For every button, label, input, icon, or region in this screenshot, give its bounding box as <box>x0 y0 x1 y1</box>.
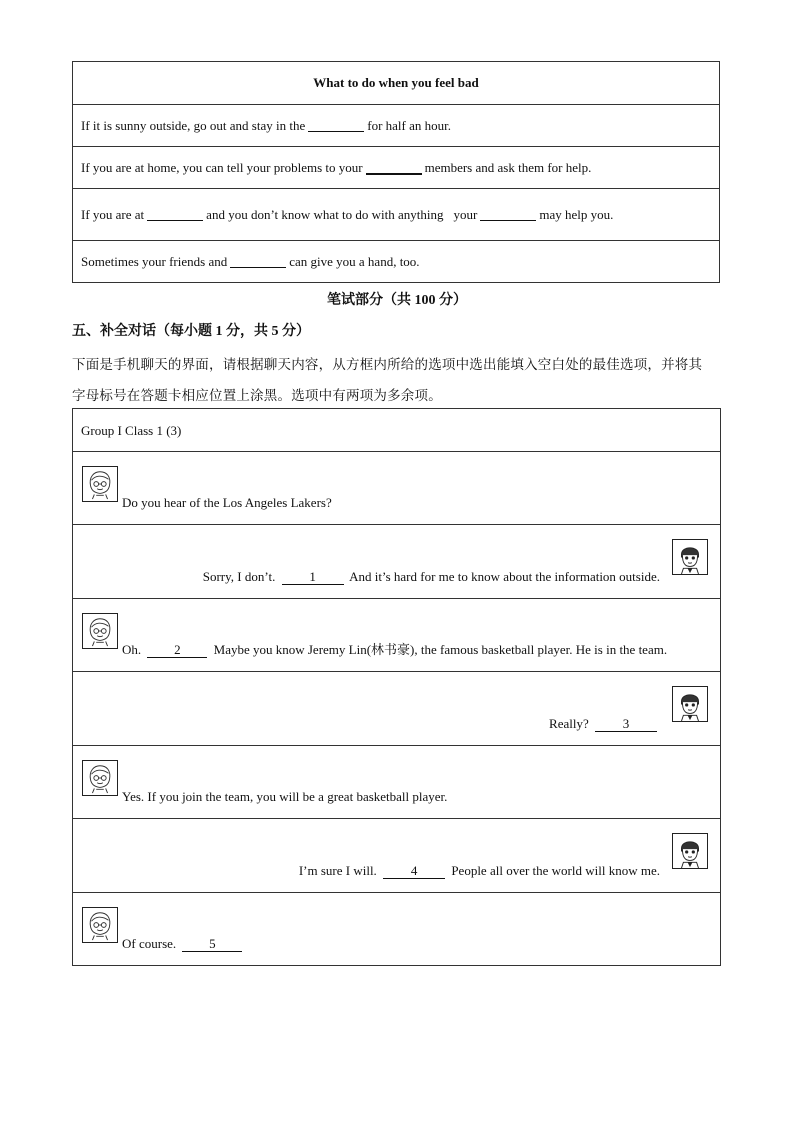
table-title <box>73 62 719 104</box>
table-row <box>73 188 719 240</box>
table-row <box>73 104 719 146</box>
message-text <box>203 569 660 585</box>
message-text: Yes. If you join the team, you will be a great basketball player. <box>122 789 448 804</box>
girl-avatar-icon <box>82 466 118 502</box>
answer-blank[interactable] <box>308 119 364 132</box>
message-text <box>122 936 245 952</box>
row-text: for half an hour. <box>367 117 451 133</box>
group-name: Group I Class 1 (3) <box>81 423 182 438</box>
message-part: Oh. <box>122 642 142 657</box>
section-title: 笔试部分（共 100 分） <box>327 293 467 308</box>
answer-blank[interactable] <box>366 161 422 175</box>
message-text <box>549 716 660 732</box>
chat-message <box>73 745 720 818</box>
chat-message <box>73 892 720 965</box>
answer-blank[interactable]: 1 <box>282 570 344 585</box>
question-heading: 五、补全对话（每小题 1 分，共 5 分） <box>72 324 310 339</box>
message-text <box>122 639 667 658</box>
message-part: Maybe you know Jeremy Lin(林书豪), the famous basketball player. He is in the team. <box>213 642 668 657</box>
message-part: And it’s hard for me to know about the information outside. <box>349 569 660 584</box>
girl-avatar-icon <box>82 907 118 943</box>
row-text: Sometimes your friends and <box>81 253 228 269</box>
chat-window <box>72 408 721 966</box>
chat-message <box>73 451 720 524</box>
girl-avatar-icon <box>82 613 118 649</box>
table-title-text: What to do when you feel bad <box>313 75 479 90</box>
instruction-line: 下面是手机聊天的界面，请根据聊天内容，从方框内所给的选项中选出能填入空白处的最佳选项，并将其 <box>72 357 703 372</box>
chat-message <box>73 671 720 745</box>
instruction-line: 字母标号在答题卡相应位置上涂黑。选项中有两项为多余项。 <box>72 388 442 403</box>
answer-blank[interactable] <box>480 208 536 221</box>
chat-message <box>73 598 720 671</box>
row-text: can give you a hand, too. <box>289 253 420 269</box>
message-text: Do you hear of the Los Angeles Lakers? <box>122 495 332 510</box>
row-text: If you are at <box>81 206 145 222</box>
answer-blank[interactable]: 2 <box>147 643 207 658</box>
chat-message <box>73 818 720 892</box>
boy-avatar-icon <box>672 833 708 869</box>
answer-blank[interactable]: 4 <box>383 864 445 879</box>
answer-blank[interactable] <box>147 208 203 221</box>
message-part: Sorry, I don’t. <box>202 569 276 584</box>
girl-avatar-icon <box>82 760 118 796</box>
row-text: If you are at home, you can tell your problems to your <box>81 159 363 175</box>
boy-avatar-icon <box>672 539 708 575</box>
message-part: Of course. <box>122 936 177 951</box>
row-text: If it is sunny outside, go out and stay in the <box>81 117 306 133</box>
message-part: People all over the world will know me. <box>451 863 660 878</box>
message-text <box>299 863 660 879</box>
row-text: your <box>453 206 478 222</box>
chat-header <box>73 409 720 451</box>
row-text: and you don’t know what to do with anything <box>206 206 444 222</box>
boy-avatar-icon <box>672 686 708 722</box>
answer-blank[interactable]: 5 <box>182 937 242 952</box>
table-row <box>73 240 719 282</box>
message-part: Really? <box>549 716 589 731</box>
message-part: I’m sure I will. <box>298 863 377 878</box>
table-row <box>73 146 719 188</box>
row-text: may help you. <box>539 206 614 222</box>
feel-bad-table <box>72 61 720 283</box>
answer-blank[interactable] <box>230 255 286 268</box>
row-text: members and ask them for help. <box>424 159 592 175</box>
chat-message <box>73 524 720 598</box>
answer-blank[interactable]: 3 <box>595 717 657 732</box>
